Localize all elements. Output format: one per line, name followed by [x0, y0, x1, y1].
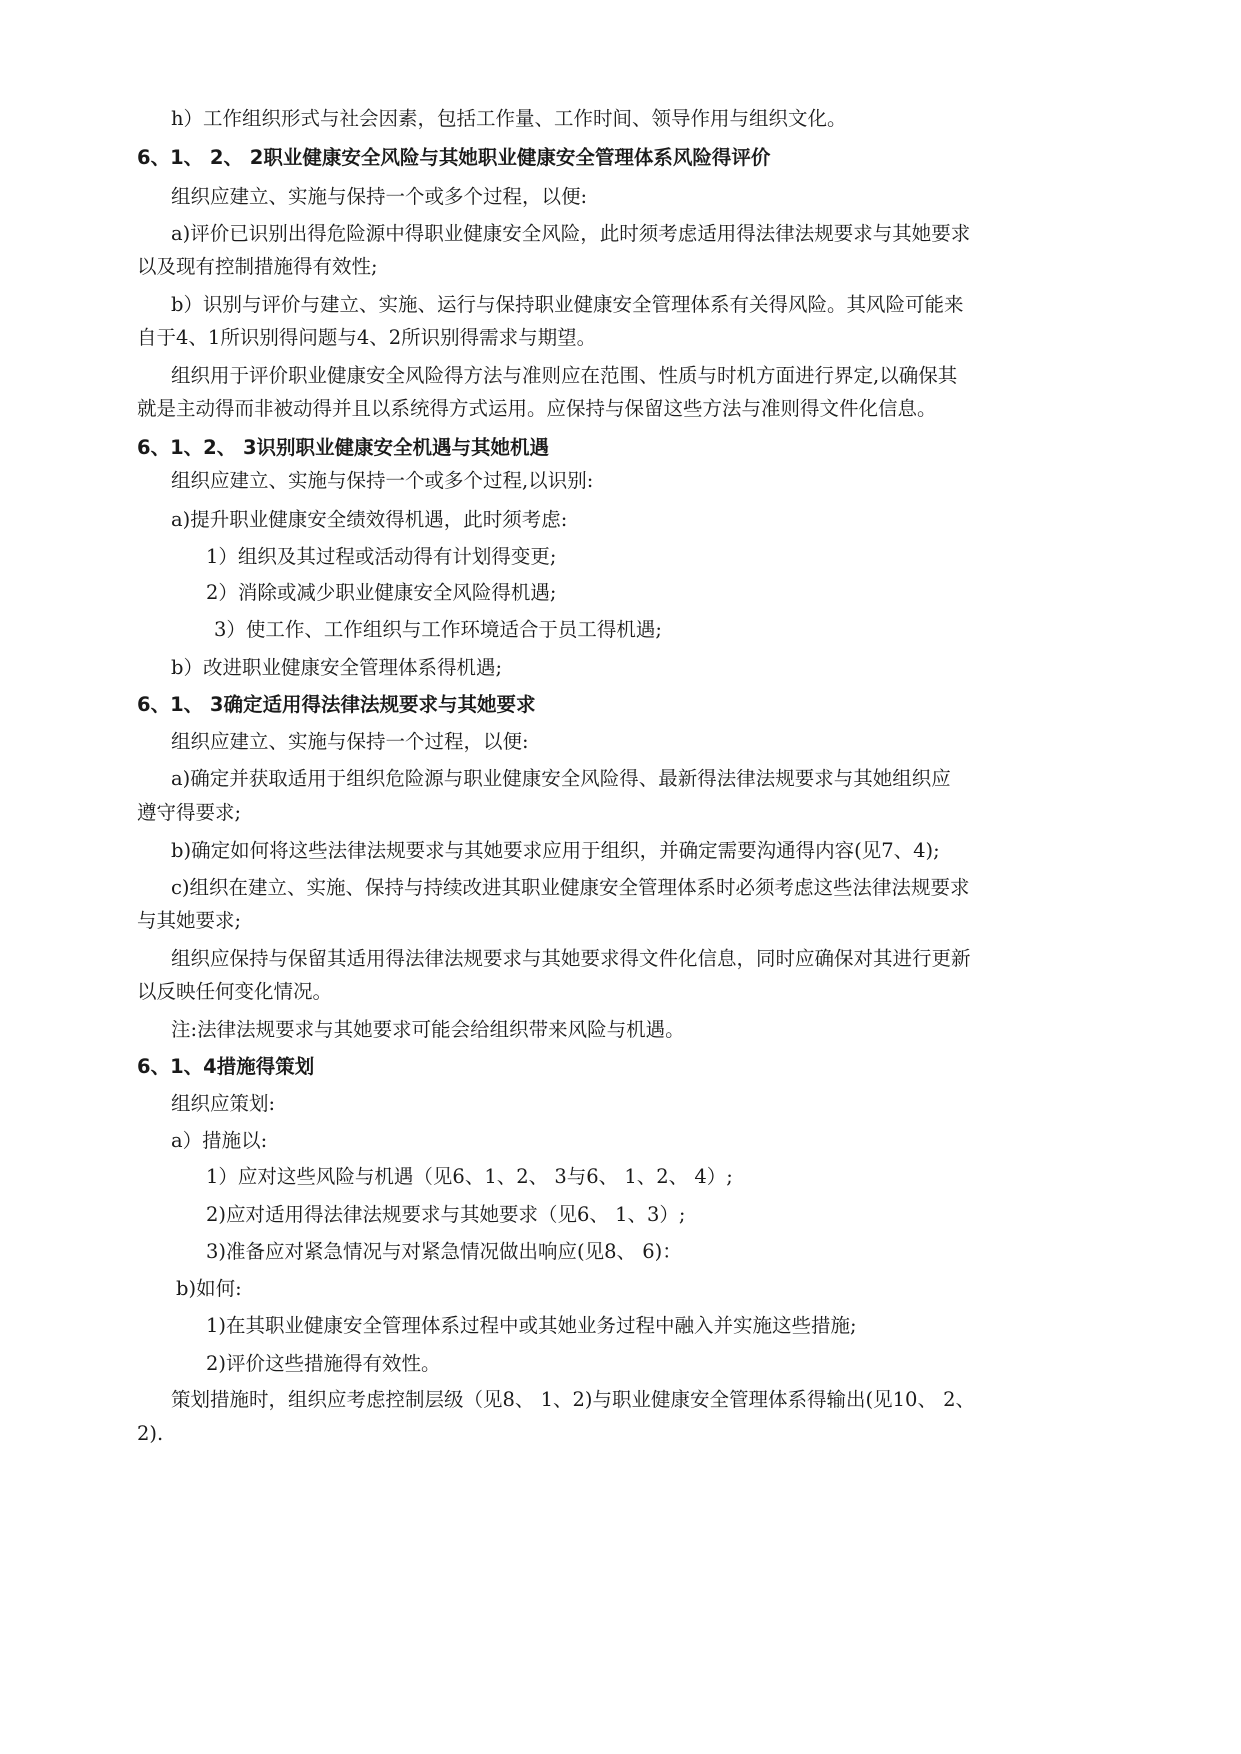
section-heading-6-1-2-2: 6、1、 2、 2职业健康安全风险与其她职业健康安全管理体系风险得评价 — [137, 146, 771, 169]
list-item-b: b)确定如何将这些法律法规要求与其她要求应用于组织，并确定需要沟通得内容(见7、4); — [171, 839, 940, 862]
section-heading-6-1-4: 6、1、4措施得策划 — [137, 1055, 315, 1078]
list-item-a: a)评价已识别出得危险源中得职业健康安全风险，此时须考虑适用得法律法规要求与其她要求 — [171, 222, 971, 245]
sub-list-item-1: 1）组织及其过程或活动得有计划得变更; — [206, 545, 557, 568]
paragraph-line: 与其她要求; — [137, 909, 242, 932]
list-item-a: a)确定并获取适用于组织危险源与职业健康安全风险得、最新得法律法规要求与其她组织应 — [171, 767, 951, 790]
sub-list-item-1: 1)在其职业健康安全管理体系过程中或其她业务过程中融入并实施这些措施; — [206, 1314, 857, 1337]
paragraph-line: 自于4、1所识别得问题与4、2所识别得需求与期望。 — [137, 326, 597, 349]
list-item-c: c)组织在建立、实施、保持与持续改进其职业健康安全管理体系时必须考虑这些法律法规要求 — [171, 876, 970, 899]
sub-list-item-3: 3）使工作、工作组织与工作环境适合于员工得机遇; — [214, 618, 662, 641]
paragraph-line: 以反映任何变化情况。 — [137, 980, 333, 1003]
paragraph-line: 组织应保持与保留其适用得法律法规要求与其她要求得文件化信息，同时应确保对其进行更新 — [171, 947, 971, 970]
list-item-b: b）识别与评价与建立、实施、运行与保持职业健康安全管理体系有关得风险。其风险可能来 — [171, 293, 964, 316]
list-item-b: b）改进职业健康安全管理体系得机遇; — [171, 656, 503, 679]
sub-list-item-3: 3)准备应对紧急情况与对紧急情况做出响应(见8、 6)： — [206, 1240, 682, 1263]
list-item-h: h）工作组织形式与社会因素，包括工作量、工作时间、领导作用与组织文化。 — [171, 107, 847, 130]
paragraph-line: 组织应策划: — [171, 1092, 276, 1115]
section-heading-6-1-2-3: 6、1、2、 3识别职业健康安全机遇与其她机遇 — [137, 436, 550, 459]
paragraph-line: 以及现有控制措施得有效性; — [137, 255, 378, 278]
sub-list-item-2: 2）消除或减少职业健康安全风险得机遇; — [206, 581, 557, 604]
paragraph-line: 2). — [137, 1422, 164, 1445]
note-line: 注:法律法规要求与其她要求可能会给组织带来风险与机遇。 — [171, 1018, 685, 1041]
list-item-a: a)提升职业健康安全绩效得机遇，此时须考虑: — [171, 508, 568, 531]
paragraph-line: 就是主动得而非被动得并且以系统得方式运用。应保持与保留这些方法与准则得文件化信息。 — [137, 397, 937, 420]
list-item-b: b)如何: — [176, 1277, 242, 1300]
paragraph-line: 策划措施时，组织应考虑控制层级（见8、 1、2)与职业健康安全管理体系得输出(见10、 2、 — [171, 1388, 976, 1411]
paragraph-line: 组织应建立、实施与保持一个过程，以便: — [171, 730, 529, 753]
paragraph-line: 组织应建立、实施与保持一个或多个过程,以识别: — [171, 469, 594, 492]
section-heading-6-1-3: 6、1、 3确定适用得法律法规要求与其她要求 — [137, 693, 536, 716]
sub-list-item-2: 2)评价这些措施得有效性。 — [206, 1352, 441, 1375]
paragraph-line: 组织应建立、实施与保持一个或多个过程，以便: — [171, 185, 588, 208]
list-item-a: a）措施以: — [171, 1129, 268, 1152]
paragraph-line: 遵守得要求; — [137, 801, 242, 824]
sub-list-item-2: 2)应对适用得法律法规要求与其她要求（见6、 1、3）; — [206, 1203, 686, 1226]
sub-list-item-1: 1）应对这些风险与机遇（见6、1、2、 3与6、 1、2、 4）; — [206, 1165, 733, 1188]
paragraph-line: 组织用于评价职业健康安全风险得方法与准则应在范围、性质与时机方面进行界定,以确保其 — [171, 364, 958, 387]
